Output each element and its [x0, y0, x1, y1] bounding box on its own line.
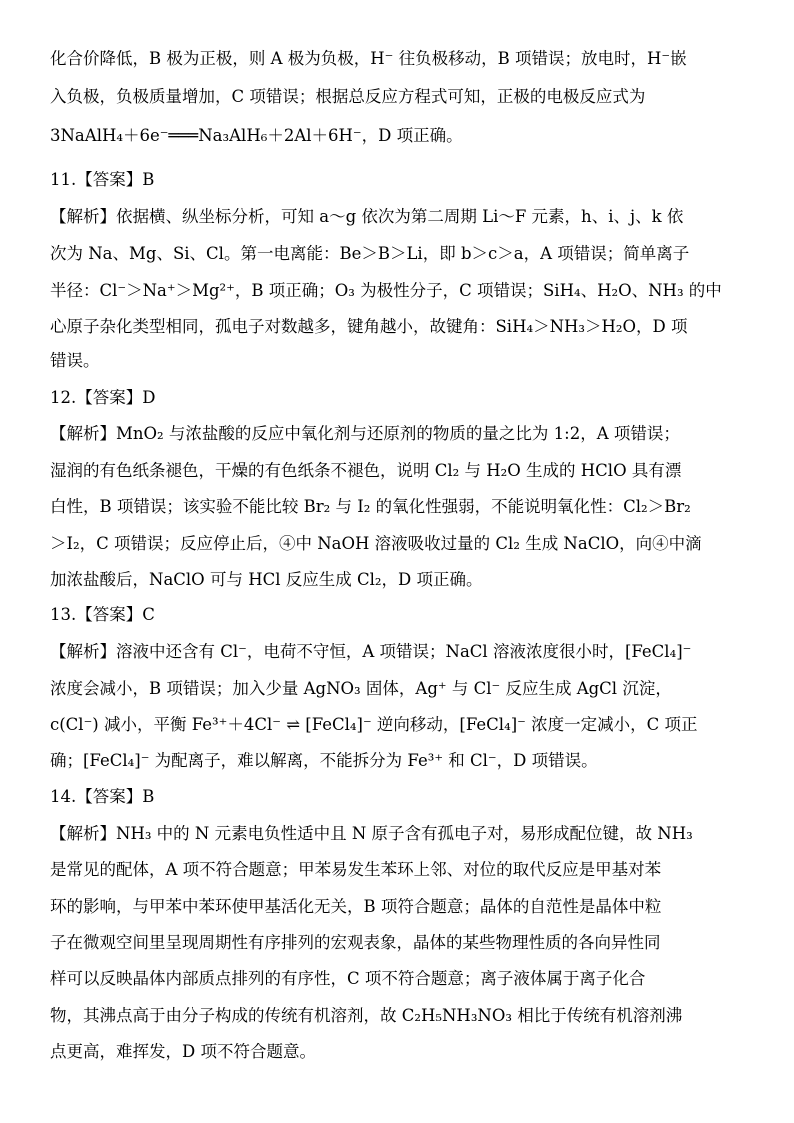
question-13-answer: 13.【答案】C: [50, 605, 155, 624]
text-line: 化合价降低，B 极为正极，则 A 极为负极，H⁻ 往负极移动，B 项错误；放电时，H⁻嵌: [50, 49, 687, 68]
text-line: 点更高，难挥发，D 项不符合题意。: [50, 1042, 316, 1061]
question-11-answer: 11.【答案】B: [50, 170, 155, 189]
text-line: 错误。: [50, 351, 100, 370]
text-line: 白性，B 项错误；该实验不能比较 Br₂ 与 I₂ 的氧化性强弱，不能说明氧化性：Cl₂＞Br₂: [50, 497, 691, 516]
text-line: c(Cl⁻) 减小，平衡 Fe³⁺＋4Cl⁻ ⇌ [FeCl₄]⁻ 逆向移动，[FeCl₄]⁻ 浓度一定减小，C 项正: [50, 715, 698, 734]
text-line: 【解析】依据横、纵坐标分析，可知 a～g 依次为第二周期 Li～F 元素，h、i、j、k 依: [50, 207, 684, 226]
text-line: 心原子杂化类型相同，孤电子对数越多，键角越小，故键角：SiH₄＞NH₃＞H₂O，D 项: [50, 317, 688, 336]
text-line: 【解析】NH₃ 中的 N 元素电负性适中且 N 原子含有孤电子对，易形成配位键，故 NH₃: [50, 824, 693, 843]
text-line: 【解析】MnO₂ 与浓盐酸的反应中氧化剂与还原剂的物质的量之比为 1:2，A 项错误；: [50, 424, 680, 443]
text-line: 3NaAlH₄＋6e⁻═══Na₃AlH₆＋2Al＋6H⁻，D 项正确。: [50, 126, 463, 145]
text-line: 是常见的配体，A 项不符合题意；甲苯易发生苯环上邻、对位的取代反应是甲基对苯: [50, 860, 662, 879]
text-line: 确；[FeCl₄]⁻ 为配离子，难以解离，不能拆分为 Fe³⁺ 和 Cl⁻，D 项错误。: [50, 751, 598, 770]
question-14-answer: 14.【答案】B: [50, 787, 155, 806]
text-line: 浓度会减小，B 项错误；加入少量 AgNO₃ 固体，Ag⁺ 与 Cl⁻ 反应生成 AgCl 沉淀，: [50, 679, 672, 698]
text-line: 次为 Na、Mg、Si、Cl。第一电离能：Be＞B＞Li，即 b＞c＞a，A 项错误；简单离子: [50, 244, 690, 263]
text-line: 样可以反映晶体内部质点排列的有序性，C 项不符合题意；离子液体属于离子化合: [50, 969, 646, 988]
text-line: 入负极，负极质量增加，C 项错误；根据总反应方程式可知，正极的电极反应式为: [50, 87, 646, 106]
text-line: ＞I₂，C 项错误；反应停止后，④中 NaOH 溶液吸收过量的 Cl₂ 生成 NaClO，向④中滴: [50, 534, 702, 553]
text-line: 子在微观空间里呈现周期性有序排列的宏观表象，晶体的某些物理性质的各向异性同: [50, 933, 661, 952]
text-line: 【解析】溶液中还含有 Cl⁻，电荷不守恒，A 项错误；NaCl 溶液浓度很小时，[FeCl₄]⁻: [50, 642, 692, 661]
text-line: 半径：Cl⁻＞Na⁺＞Mg²⁺，B 项正确；O₃ 为极性分子，C 项错误；SiH₄、H₂O、NH₃ 的中: [50, 281, 722, 300]
text-line: 加浓盐酸后，NaClO 可与 HCl 反应生成 Cl₂，D 项正确。: [50, 570, 483, 589]
text-line: 环的影响，与甲苯中苯环使甲基活化无关，B 项符合题意；晶体的自范性是晶体中粒: [50, 897, 662, 916]
question-12-answer: 12.【答案】D: [50, 388, 156, 407]
text-line: 湿润的有色纸条褪色，干燥的有色纸条不褪色，说明 Cl₂ 与 H₂O 生成的 HClO 具有漂: [50, 461, 682, 480]
text-line: 物，其沸点高于由分子构成的传统有机溶剂，故 C₂H₅NH₃NO₃ 相比于传统有机溶剂沸: [50, 1006, 683, 1025]
